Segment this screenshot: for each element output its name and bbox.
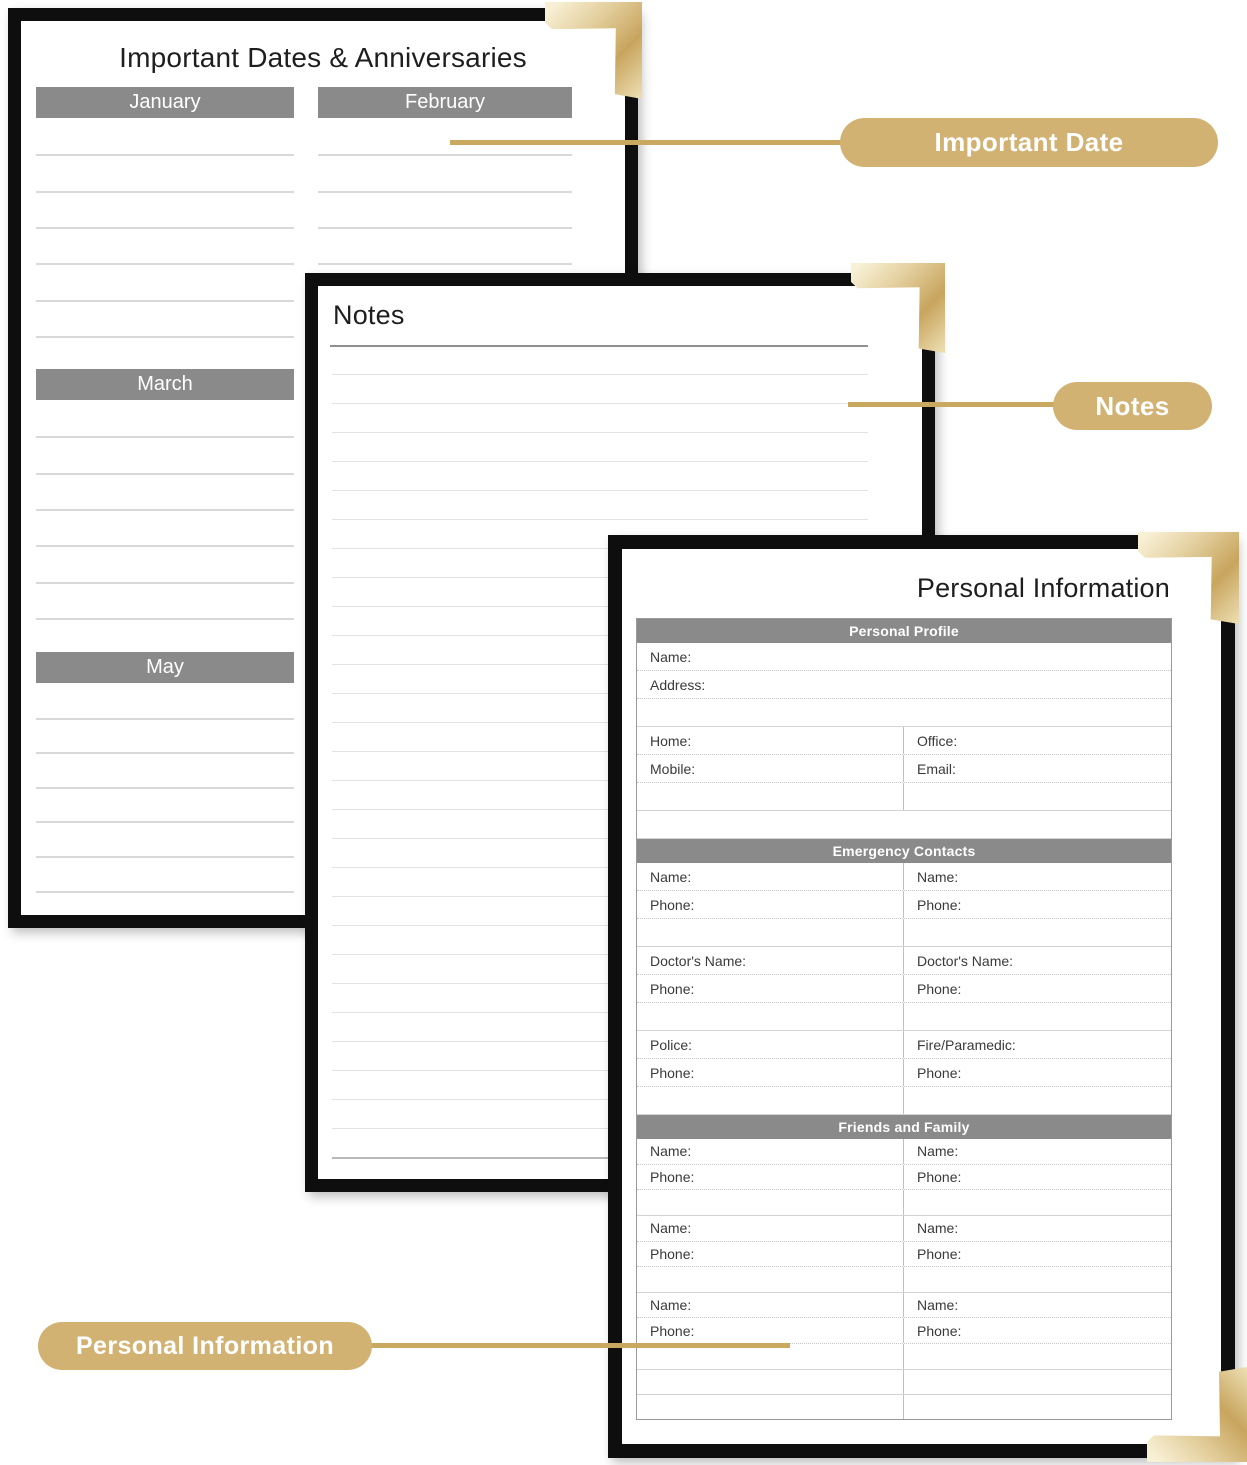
table-row xyxy=(637,975,1171,1003)
ruled-line xyxy=(36,509,294,511)
field-label: Home: xyxy=(637,727,904,754)
important-dates-title: Important Dates & Anniversaries xyxy=(119,42,527,73)
table-row xyxy=(637,1003,1171,1031)
empty-cell xyxy=(904,1344,1171,1369)
callout-important-date: Important Date xyxy=(840,118,1218,167)
table-row xyxy=(637,755,1171,783)
ruled-line xyxy=(36,154,294,156)
personal-information-title: Personal Information xyxy=(916,573,1170,603)
table-row xyxy=(637,1216,1171,1242)
empty-cell xyxy=(904,1087,1171,1114)
table-row xyxy=(637,891,1171,919)
field-label: Mobile: xyxy=(637,755,904,782)
ruled-line xyxy=(36,227,294,229)
callout-personal-information: Personal Information xyxy=(38,1322,372,1370)
field-label: Phone: xyxy=(637,1318,904,1343)
ruled-line xyxy=(332,374,868,375)
empty-cell xyxy=(637,1395,904,1420)
section-header-emergency-contacts: Emergency Contacts xyxy=(637,839,1171,863)
empty-cell xyxy=(637,783,904,810)
ruled-line xyxy=(36,891,294,893)
ruled-line xyxy=(36,300,294,302)
ruled-line xyxy=(318,154,572,156)
personal-information-table xyxy=(636,618,1172,1420)
section-header-personal-profile: Personal Profile xyxy=(637,619,1171,643)
empty-cell xyxy=(637,919,904,946)
field-label: Name: xyxy=(650,648,692,665)
ruled-line xyxy=(36,618,294,620)
month-header-may: May xyxy=(36,652,294,683)
ruled-line xyxy=(318,263,572,265)
table-row xyxy=(637,727,1171,755)
empty-cell xyxy=(904,1267,1171,1292)
callout-notes: Notes xyxy=(1053,382,1212,430)
ruled-line xyxy=(36,582,294,584)
ruled-line xyxy=(332,432,868,433)
ruled-line xyxy=(318,227,572,229)
table-row xyxy=(637,1267,1171,1293)
table-row xyxy=(637,699,1171,727)
table-row xyxy=(637,671,1171,699)
table-row xyxy=(637,863,1171,891)
table-row xyxy=(637,1139,1171,1165)
ruled-line xyxy=(332,403,868,404)
field-label: Phone: xyxy=(637,891,904,918)
table-row xyxy=(637,811,1171,839)
ruled-line xyxy=(36,473,294,475)
ruled-line xyxy=(36,191,294,193)
table-row xyxy=(637,1395,1171,1420)
notes-title: Notes xyxy=(333,300,405,330)
field-label: Email: xyxy=(917,760,956,777)
ruled-line xyxy=(36,821,294,823)
field-label: Name: xyxy=(637,863,904,890)
table-row xyxy=(637,1165,1171,1191)
field-label: Doctor's Name: xyxy=(917,952,1014,969)
table-row xyxy=(637,947,1171,975)
field-label: Phone: xyxy=(917,1322,962,1339)
table-row xyxy=(637,919,1171,947)
ruled-line xyxy=(36,787,294,789)
field-label: Phone: xyxy=(637,1165,904,1190)
ruled-line xyxy=(36,336,294,338)
empty-cell xyxy=(637,1190,904,1215)
field-label: Name: xyxy=(637,1139,904,1164)
empty-cell xyxy=(904,1190,1171,1215)
table-row xyxy=(637,1370,1171,1396)
ruled-line xyxy=(332,461,868,462)
empty-cell xyxy=(904,783,1171,810)
empty-cell xyxy=(637,1267,904,1292)
empty-cell xyxy=(904,1003,1171,1030)
page-personal-information xyxy=(608,535,1235,1458)
ruled-line xyxy=(36,752,294,754)
field-label: Name: xyxy=(917,1297,959,1314)
field-label: Name: xyxy=(917,1143,959,1160)
field-label: Name: xyxy=(917,1220,959,1237)
callout-line-notes xyxy=(848,402,1078,407)
table-row xyxy=(637,1031,1171,1059)
callout-line-important-date xyxy=(450,140,858,145)
table-row xyxy=(637,1190,1171,1216)
field-label: Doctor's Name: xyxy=(637,947,904,974)
table-row xyxy=(637,1242,1171,1268)
table-row xyxy=(637,1087,1171,1115)
table-row xyxy=(637,1293,1171,1319)
field-label: Phone: xyxy=(917,896,962,913)
ruled-line xyxy=(36,856,294,858)
month-header-january: January xyxy=(36,87,294,118)
field-label: Phone: xyxy=(917,1168,962,1185)
field-label: Police: xyxy=(637,1031,904,1058)
empty-cell xyxy=(637,699,1171,726)
table-row xyxy=(637,783,1171,811)
field-label: Fire/Paramedic: xyxy=(917,1036,1016,1053)
empty-cell xyxy=(637,1003,904,1030)
empty-cell xyxy=(904,919,1171,946)
field-label: Phone: xyxy=(917,980,962,997)
field-label: Name: xyxy=(637,1216,904,1241)
ruled-line xyxy=(318,191,572,193)
empty-cell xyxy=(904,1395,1171,1420)
field-label: Address: xyxy=(650,676,706,693)
section-header-friends-and-family: Friends and Family xyxy=(637,1115,1171,1139)
ruled-line xyxy=(332,519,868,520)
field-label: Phone: xyxy=(637,1242,904,1267)
ruled-line xyxy=(332,490,868,491)
table-row xyxy=(637,1318,1171,1344)
field-label: Phone: xyxy=(917,1245,962,1262)
ruled-line xyxy=(36,263,294,265)
field-label: Phone: xyxy=(917,1064,962,1081)
field-label: Office: xyxy=(917,732,958,749)
title-underline xyxy=(330,345,868,347)
ruled-line xyxy=(36,718,294,720)
ruled-line xyxy=(36,436,294,438)
field-label: Name: xyxy=(917,868,959,885)
ruled-line xyxy=(36,545,294,547)
field-label: Phone: xyxy=(637,975,904,1002)
empty-cell xyxy=(637,1370,904,1395)
month-header-march: March xyxy=(36,369,294,400)
field-label: Name: xyxy=(637,1293,904,1318)
empty-cell xyxy=(637,1087,904,1114)
empty-cell xyxy=(637,811,1171,838)
month-header-february: February xyxy=(318,87,572,118)
empty-cell xyxy=(904,1370,1171,1395)
field-label: Phone: xyxy=(637,1059,904,1086)
table-row xyxy=(637,643,1171,671)
table-row xyxy=(637,1059,1171,1087)
